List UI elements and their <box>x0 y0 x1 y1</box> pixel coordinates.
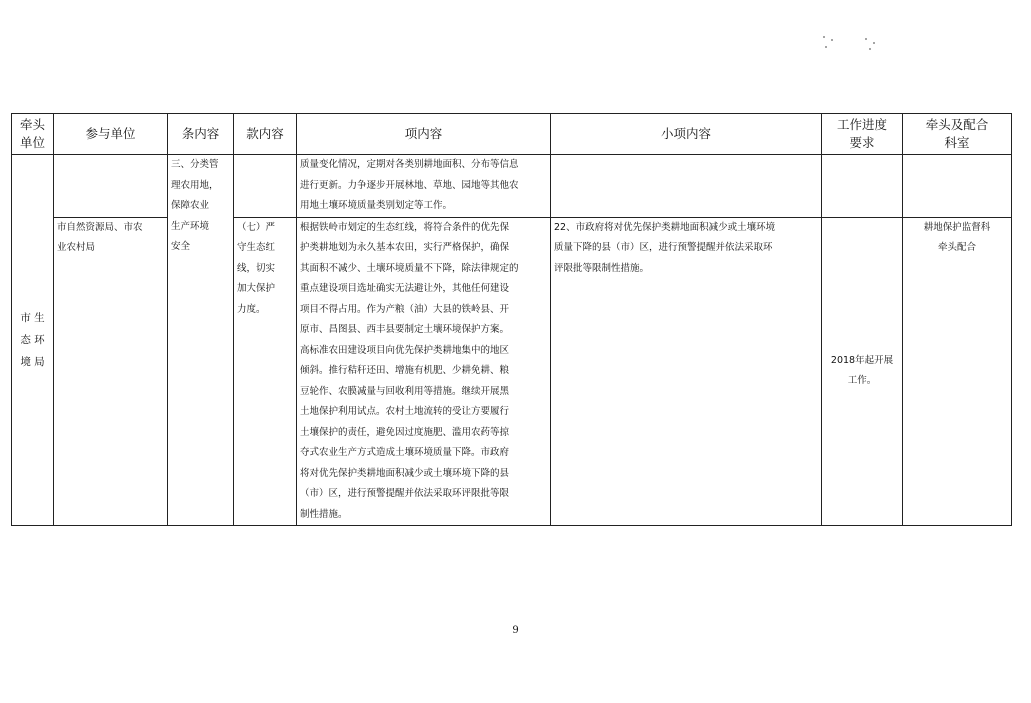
task-table <box>11 113 1012 526</box>
participants-cell: 市自然资源局、市农 业农村局 <box>54 217 168 526</box>
header-lead-unit: 牵头 单位 <box>12 114 54 155</box>
participants-cell <box>54 155 168 218</box>
header-row <box>12 114 1012 155</box>
subitem-cell-empty <box>551 155 822 218</box>
header-article: 条内容 <box>168 114 234 155</box>
lead-unit-line: 态 环 <box>20 334 45 346</box>
item-cell: 根据铁岭市划定的生态红线，将符合条件的优先保 护类耕地划为永久基本农田，实行严格保护，确保 其面积不减少、土壤环境质量不下降，除法律规定的 重点建设项目选址确实无法避让外，其他任何建设 项目不得占用。作为产粮（油）大县的铁岭县、开 原市、昌图县、西丰县要制定土壤环境保护方案。 高标准农田建设项目向优先保护类耕地集中的地区 倾斜。推行秸秆还田、增施有机肥、少耕免耕、粮 豆轮作、农膜减量与回收利用等措施。继续开展黑 土地保护利用试点。农村土地流转的受让方要履行 土壤保护的责任，避免因过度施肥、滥用农药等掠 夺式农业生产方式造成土壤环境质量下降。市政府 将对优先保护类耕地面积减少或土壤环境下降的县 （市）区，进行预警提醒并依法采取环评限批等限 制性措施。 <box>297 217 551 526</box>
header-item: 项内容 <box>297 114 551 155</box>
header-subitem: 小项内容 <box>551 114 822 155</box>
header-progress: 工作进度 要求 <box>822 114 903 155</box>
lead-unit-line: 市 生 <box>20 312 45 324</box>
progress-text: 2018年起开展 工作。 <box>830 355 894 387</box>
lead-unit-cell <box>12 155 54 526</box>
clause-cell-empty <box>234 155 297 218</box>
scan-marks <box>815 32 885 56</box>
progress-cell <box>822 217 903 526</box>
header-clause: 款内容 <box>234 114 297 155</box>
item-cell: 质量变化情况，定期对各类别耕地面积、分布等信息 进行更新。力争逐步开展林地、草地、园地等其他农 用地土壤环境质量类别划定等工作。 <box>297 155 551 218</box>
article-cell: 三、分类管 理农用地， 保障农业 生产环境 安全 <box>168 155 234 526</box>
progress-cell-empty <box>822 155 903 218</box>
page-number: 9 <box>512 625 519 636</box>
header-participants: 参与单位 <box>54 114 168 155</box>
lead-unit-line: 境 局 <box>20 356 45 368</box>
office-cell: 耕地保护监督科 牵头配合 <box>903 217 1012 526</box>
header-office: 牵头及配合 科室 <box>903 114 1012 155</box>
table-row <box>12 155 1012 218</box>
table-row <box>12 217 1012 526</box>
office-cell-empty <box>903 155 1012 218</box>
clause-cell: （七）严 守生态红 线，切实 加大保护 力度。 <box>234 217 297 526</box>
subitem-cell: 22、市政府将对优先保护类耕地面积减少或土壤环境 质量下降的县（市）区，进行预警提醒并依法采取环 评限批等限制性措施。 <box>551 217 822 526</box>
